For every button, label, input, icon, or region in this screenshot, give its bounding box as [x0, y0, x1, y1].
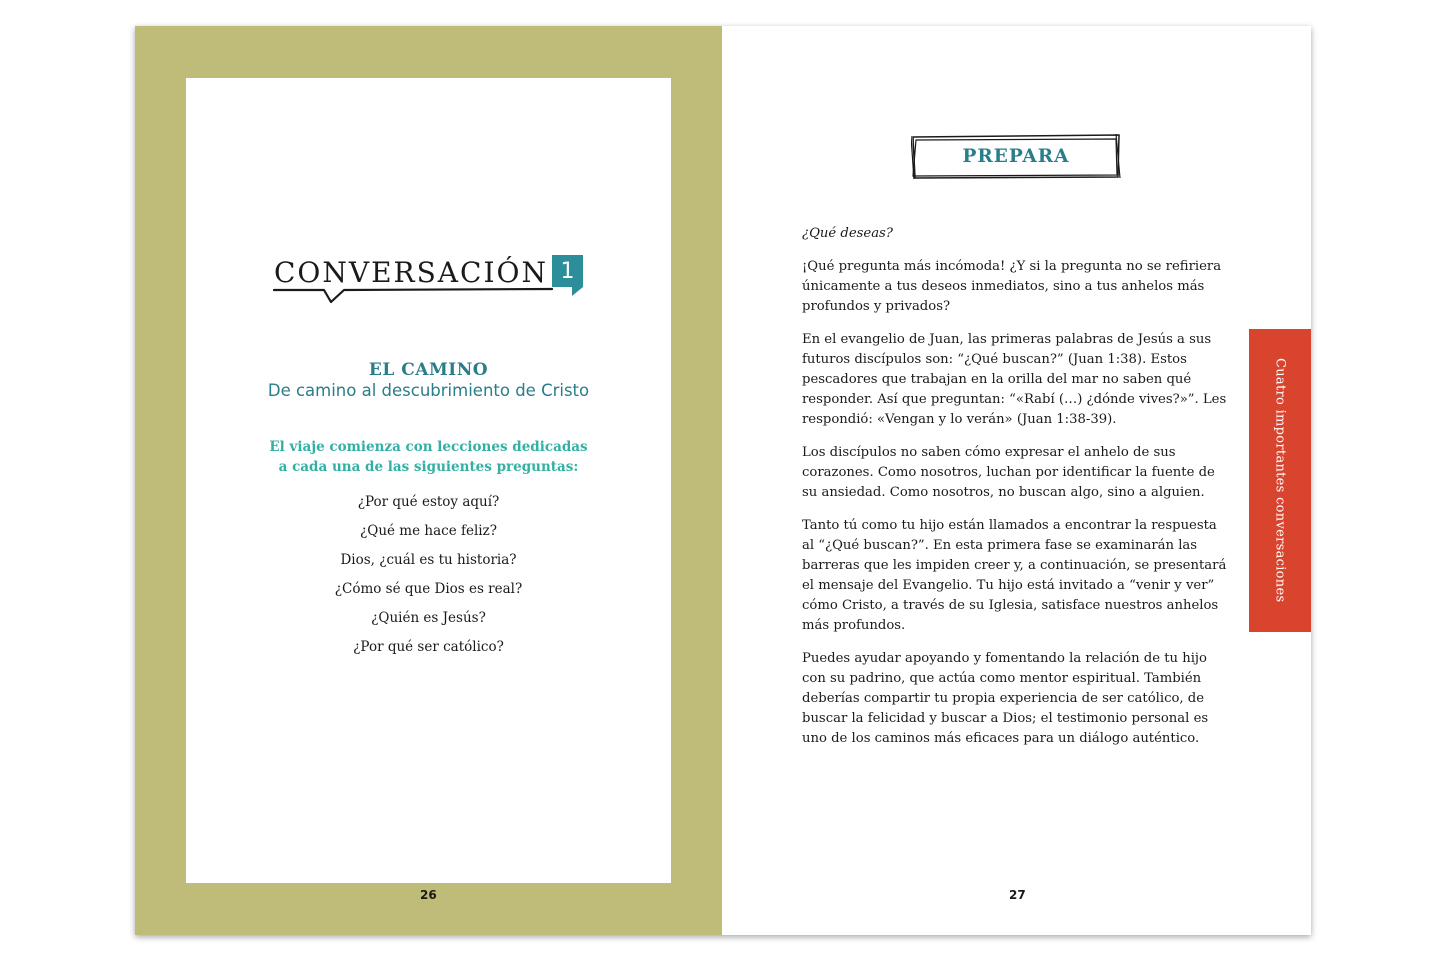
conversation-number-badge: 1	[552, 255, 583, 287]
prepara-heading: PREPARA	[962, 146, 1070, 167]
right-page	[722, 26, 1311, 935]
question-item: ¿Cómo sé que Dios es real?	[334, 581, 523, 597]
question-list	[186, 492, 671, 666]
paragraph: ¡Qué pregunta más incómoda! ¿Y si la pregunta no se refiriera únicamente a tus deseos inmediatos, sino a tus anhelos más profundos y privados?	[802, 259, 1222, 314]
intro-text	[186, 437, 671, 477]
prepara-heading-box	[911, 134, 1121, 179]
question-item: ¿Qué me hace feliz?	[360, 523, 497, 539]
paragraph: Tanto tú como tu hijo están llamados a encontrar la respuesta al “¿Qué buscan?”. En esta primera fase se examinarán las barreras que les impiden creer y, a continuación, se presentará el mensaje del Evangelio. Tu hijo está invitado a “venir y ver” cómo Cristo, a través de su Iglesia, satisface nuestros anhelos más profundos.	[802, 518, 1227, 633]
paragraph: Los discípulos no saben cómo expresar el anhelo de sus corazones. Como nosotros, luchan por identificar la fuente de su ansiedad. Como nosotros, no buscan algo, sino a alguien.	[802, 445, 1215, 500]
question-item: ¿Quién es Jesús?	[371, 610, 486, 626]
speech-bubble-icon	[272, 284, 554, 308]
book-spread	[135, 26, 1311, 935]
section-title: EL CAMINO	[368, 360, 489, 380]
question-item: ¿Por qué estoy aquí?	[357, 494, 500, 510]
conversation-heading: CONVERSACIÓN	[274, 256, 548, 289]
question-item: ¿Por qué ser católico?	[353, 639, 504, 655]
paragraph: En el evangelio de Juan, las primeras palabras de Jesús a sus futuros discípulos son: “¿Qué buscan?” (Juan 1:38). Estos pescadores que trabajan en la orilla del mar no saben qué responder. Así que preguntan: “«Rabí (…) ¿dónde vives?»”. Les respondió: «Vengan y lo verán» (Juan 1:38-39).	[802, 332, 1227, 427]
intro-line: El viaje comienza con lecciones dedicadas	[269, 439, 588, 455]
side-tab-label: Cuatro importantes conversaciones	[1272, 358, 1288, 603]
question-item: Dios, ¿cuál es tu historia?	[340, 552, 517, 568]
page-number-right: 27	[1009, 888, 1026, 902]
badge-tail	[572, 287, 583, 296]
body-text	[802, 224, 1232, 762]
chapter-card	[186, 78, 671, 883]
paragraph: Puedes ayudar apoyando y fomentando la relación de tu hijo con su padrino, que actúa como mentor espiritual. También deberías compartir tu propia experiencia de ser católico, de buscar la felicidad y buscar a Dios; el testimonio personal es uno de los caminos más eficaces para un diálogo auténtico.	[802, 651, 1209, 746]
lead-question: ¿Qué deseas?	[802, 226, 893, 241]
page-number-left: 26	[420, 888, 437, 902]
intro-line: a cada una de las siguientes preguntas:	[278, 459, 579, 475]
left-page	[135, 26, 722, 935]
side-tab	[1249, 329, 1311, 632]
section-subtitle: De camino al descubrimiento de Cristo	[267, 381, 590, 400]
